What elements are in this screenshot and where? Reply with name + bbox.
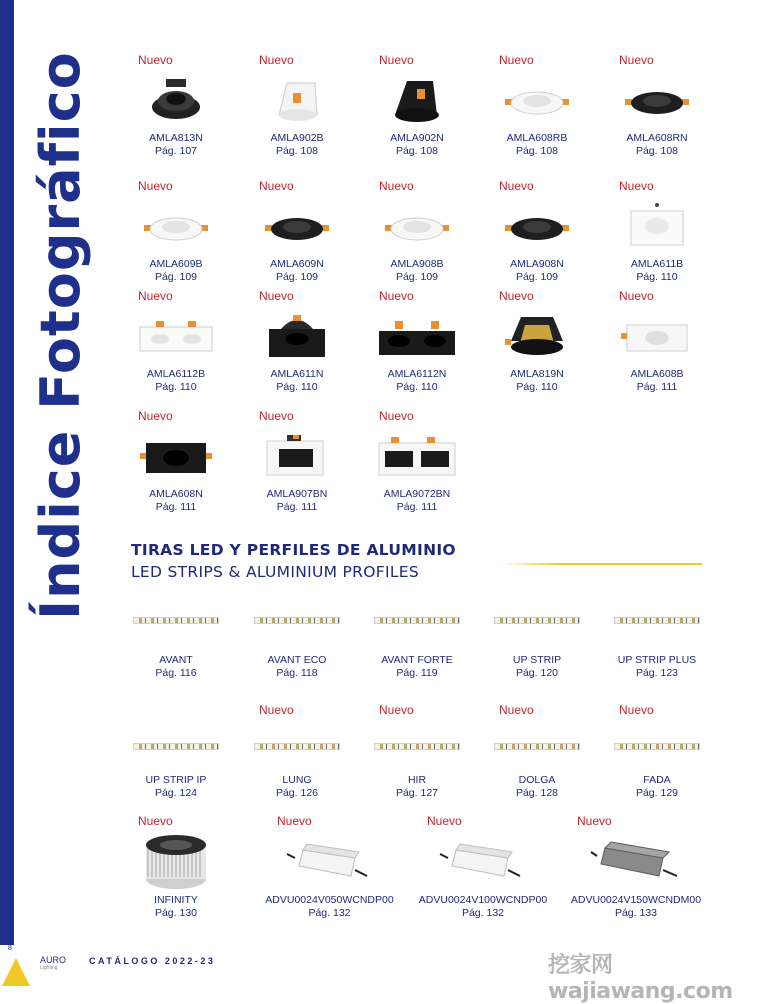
led-strip-image: [494, 743, 580, 750]
product-page: Pág. 108: [635, 145, 679, 157]
product-code: LUNG: [282, 774, 312, 786]
section-title: TIRAS LED Y PERFILES DE ALUMINIO: [131, 541, 456, 559]
product-code: AMLA9072BN: [383, 488, 451, 500]
new-badge: Nuevo: [427, 814, 462, 828]
product-image: [477, 738, 597, 754]
new-badge: Nuevo: [138, 814, 173, 828]
product-page: Pág. 127: [395, 787, 439, 799]
section-divider: [500, 563, 702, 565]
new-badge: Nuevo: [379, 703, 414, 717]
product-page: Pág. 107: [154, 145, 198, 157]
new-badge: Nuevo: [259, 703, 294, 717]
new-badge: Nuevo: [379, 179, 414, 193]
product-image: [477, 307, 597, 367]
led-strip-image: [614, 743, 700, 750]
product-image: [116, 738, 236, 754]
product-image: [237, 307, 357, 367]
product-image: [357, 427, 477, 487]
footer-triangle: [2, 958, 30, 986]
product-page: Pág. 110: [636, 271, 678, 283]
product-image: [116, 427, 236, 487]
new-badge: Nuevo: [138, 53, 173, 67]
led-strip-image: [614, 617, 700, 624]
new-badge: Nuevo: [619, 703, 654, 717]
product-code: INFINITY: [154, 894, 198, 906]
product-image: [237, 612, 357, 628]
left-spine-bar: [0, 0, 14, 945]
product-code: UP STRIP PLUS: [617, 654, 697, 666]
product-page: Pág. 109: [275, 271, 319, 283]
product-page: Pág. 116: [155, 667, 197, 679]
product-image: [116, 307, 236, 367]
product-code: AMLA907BN: [266, 488, 328, 500]
product-image: [262, 830, 397, 892]
page-number: 8: [8, 945, 12, 952]
led-strip-image: [374, 743, 460, 750]
product-image: [597, 738, 717, 754]
new-badge: Nuevo: [577, 814, 612, 828]
product-code: AMLA902N: [390, 132, 444, 144]
catalog-label: CATÁLOGO 2022-23: [89, 956, 216, 966]
new-badge: Nuevo: [619, 53, 654, 67]
product-page: Pág. 111: [636, 381, 678, 393]
product-code: AMLA813N: [149, 132, 203, 144]
product-image: [597, 307, 717, 367]
watermark: 挖家网 wajiawang.com: [548, 953, 733, 1004]
new-badge: Nuevo: [259, 53, 294, 67]
product-image: [412, 830, 554, 892]
new-badge: Nuevo: [138, 409, 173, 423]
product-page: Pág. 119: [396, 667, 438, 679]
new-badge: Nuevo: [379, 53, 414, 67]
product-code: AMLA608N: [149, 488, 203, 500]
product-image: [237, 427, 357, 487]
product-image: [237, 738, 357, 754]
product-page: Pág. 130: [154, 907, 198, 919]
product-code: AMLA609N: [270, 258, 324, 270]
product-code: AMLA908N: [510, 258, 564, 270]
product-page: Pág. 110: [396, 381, 438, 393]
product-code: AMLA608RB: [506, 132, 568, 144]
led-strip-image: [254, 617, 340, 624]
product-code: HIR: [407, 774, 427, 786]
product-code: UP STRIP IP: [145, 774, 207, 786]
product-page: Pág. 111: [396, 501, 438, 513]
product-code: ADVU0024V050WCNDP00: [265, 894, 394, 906]
product-page: Pág. 129: [635, 787, 679, 799]
led-strip-image: [254, 743, 340, 750]
product-page: Pág. 132: [308, 907, 351, 919]
product-image: [116, 71, 236, 131]
product-code: DOLGA: [518, 774, 556, 786]
new-badge: Nuevo: [138, 289, 173, 303]
product-code: FADA: [643, 774, 671, 786]
product-image: [237, 71, 357, 131]
brand-name: AURO: [40, 955, 67, 965]
new-badge: Nuevo: [499, 289, 534, 303]
product-image: [357, 71, 477, 131]
product-page: Pág. 109: [154, 271, 198, 283]
product-image: [477, 612, 597, 628]
new-badge: Nuevo: [259, 179, 294, 193]
led-strip-image: [374, 617, 460, 624]
new-badge: Nuevo: [619, 179, 654, 193]
product-page: Pág. 110: [516, 381, 558, 393]
product-image: [357, 612, 477, 628]
product-code: AMLA6112N: [387, 368, 447, 380]
led-strip-image: [133, 743, 219, 750]
new-badge: Nuevo: [138, 179, 173, 193]
product-page: Pág. 128: [515, 787, 559, 799]
product-image: [116, 612, 236, 628]
brand-logo: [40, 955, 66, 971]
product-image: [477, 197, 597, 257]
product-code: AMLA908B: [390, 258, 444, 270]
product-code: ADVU0024V150WCNDM00: [570, 894, 702, 906]
product-image: [597, 197, 717, 257]
new-badge: Nuevo: [499, 703, 534, 717]
product-image: [477, 71, 597, 131]
product-code: AVANT ECO: [267, 654, 327, 666]
product-code: AMLA608B: [630, 368, 684, 380]
product-code: AVANT FORTE: [381, 654, 453, 666]
product-page: Pág. 111: [155, 501, 197, 513]
new-badge: Nuevo: [499, 179, 534, 193]
product-code: AVANT: [159, 654, 193, 666]
page-side-title: Índice Fotográfico: [29, 51, 92, 620]
product-page: Pág. 132: [461, 907, 505, 919]
product-code: ADVU0024V100WCNDP00: [418, 894, 548, 906]
product-image: [116, 830, 236, 892]
product-code: AMLA819N: [510, 368, 564, 380]
section-subtitle: LED STRIPS & ALUMINIUM PROFILES: [131, 563, 420, 581]
product-page: Pág. 133: [614, 907, 658, 919]
product-page: Pág. 111: [276, 501, 318, 513]
product-code: AMLA611N: [270, 368, 324, 380]
product-code: AMLA6112B: [146, 368, 206, 380]
product-page: Pág. 110: [155, 381, 197, 393]
product-page: Pág. 108: [275, 145, 319, 157]
product-image: [597, 71, 717, 131]
new-badge: Nuevo: [499, 53, 534, 67]
product-code: AMLA611B: [630, 258, 684, 270]
product-page: Pág. 124: [154, 787, 198, 799]
new-badge: Nuevo: [259, 409, 294, 423]
product-image: [116, 197, 236, 257]
product-image: [357, 307, 477, 367]
product-page: Pág. 109: [515, 271, 559, 283]
new-badge: Nuevo: [379, 289, 414, 303]
product-code: AMLA608RN: [626, 132, 688, 144]
product-image: [237, 197, 357, 257]
new-badge: Nuevo: [259, 289, 294, 303]
new-badge: Nuevo: [619, 289, 654, 303]
led-strip-image: [494, 617, 580, 624]
product-page: Pág. 118: [276, 667, 318, 679]
product-page: Pág. 126: [275, 787, 319, 799]
product-page: Pág. 108: [395, 145, 439, 157]
product-page: Pág. 110: [276, 381, 318, 393]
product-image: [597, 612, 717, 628]
product-page: Pág. 123: [635, 667, 679, 679]
product-page: Pág. 108: [515, 145, 559, 157]
product-image: [357, 738, 477, 754]
product-page: Pág. 109: [395, 271, 439, 283]
new-badge: Nuevo: [277, 814, 312, 828]
product-code: AMLA609B: [149, 258, 203, 270]
product-page: Pág. 120: [515, 667, 559, 679]
product-image: [562, 830, 710, 892]
product-code: AMLA902B: [270, 132, 324, 144]
led-strip-image: [133, 617, 219, 624]
new-badge: Nuevo: [379, 409, 414, 423]
brand-sub: Lighting: [40, 965, 58, 971]
product-image: [357, 197, 477, 257]
product-code: UP STRIP: [512, 654, 562, 666]
